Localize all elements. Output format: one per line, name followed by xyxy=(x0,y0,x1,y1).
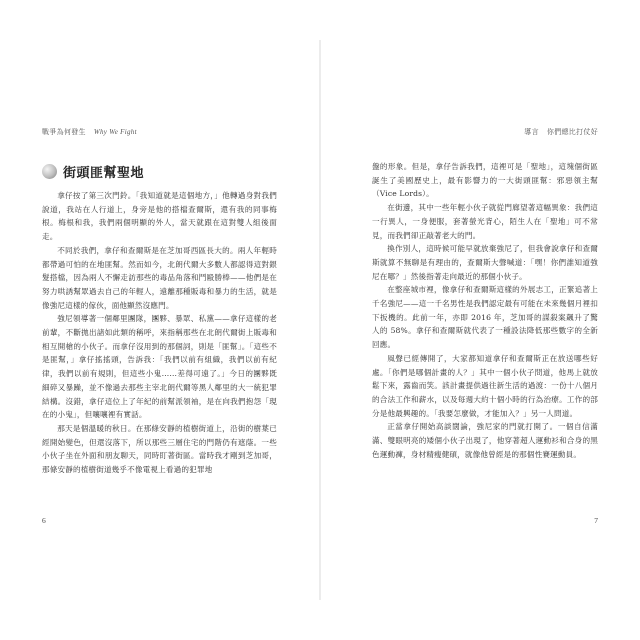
section-title: 街頭匪幫聖地 xyxy=(63,165,145,181)
paragraph: 換作別人，這時候可能早就放棄強尼了，但我會說拿仔和查爾斯就算不無聊是有理由的，查爾斯大聲喊道：「嘿！你們誰知道強尼在哪？」然後指著走向最近的那個小伙子。 xyxy=(372,244,598,281)
left-page-number: 6 xyxy=(42,516,46,525)
paragraph: 不同於我們，拿仔和查爾斯是在芝加哥西區長大的。兩人年輕時都帶過可怕的在地匪幫。然而如今，北朗代爾大多數人都認得這對銀髮搭檔，因為兩人不懈走訪那些的毒品角落和鬥毆勝棒——他們是在努力哄誘幫眾過去自己的年輕人，遠離那種販毒和暴力的生活，就是像強尼這樣的傢伙，面他顯然沒應門。 xyxy=(42,245,277,310)
paragraph: 在整座城市裡，像拿仔和查爾斯這樣的外展志工，正緊追著上千名強尼——這一千名男性是我們認定最有可能在未來幾個月裡扣下扳機的。此前一年，亦即 2016 年，芝加哥的謀殺案飆升了驚人的 58%。拿仔和查爾斯就代表了一種設法降低那些數字的全新回應。 xyxy=(372,285,598,350)
bullet-circle-icon xyxy=(42,164,57,179)
left-running-head xyxy=(42,127,137,137)
book-title: 戰爭為何發生 xyxy=(42,128,86,136)
paragraph: 盤的形象。但是，拿仔告訴我們，這裡可是「聖地」，這塊個街區誕生了美國歷史上，最有影響力的一大街頭匪幫：邪惡領主幫（Vice Lords）。 xyxy=(372,162,598,199)
paragraph: 強尼領導著一個鄰里團隊，團夥、暴眾、私黨——拿仔這樣的老前輩，不斷拋出諸如此類的稱呼，來指稱那些在北朗代爾街上販毒和相互開槍的小伙子。而拿仔沒用到的那個詞，則是「匪幫」。「這些不是匪幫，」拿仔搖搖頭，告訴我：「我們以前有組織，我們以前有紀律，我們以前有規則，但這些小鬼……差得可遠了。」今日的團夥既細碎又暴躁，並不像過去那些主宰北朗代爾等黑人鄰里的大一統犯罪結構。沒錯，拿仔這位上了年紀的前幫派領袖，是在向我們抱怨「現在的小鬼」，但嚷嚷裡有實話。 xyxy=(42,314,277,420)
right-page xyxy=(320,0,640,640)
paragraph: 拿仔按了第三次門鈴。「我知道就是這個地方，」他轉過身對我們說道，我站在人行道上，身旁是他的搭檔查爾斯，還有我的同事梅根。梅根和我，我們兩個明顯的外人，當天就跟在這對雙人組後面走。 xyxy=(42,191,277,242)
right-running-head xyxy=(524,127,598,137)
right-page-number: 7 xyxy=(594,516,598,525)
left-body-text xyxy=(42,189,277,477)
book-subtitle-english: Why We Fight xyxy=(93,128,137,136)
paragraph: 在街邊，其中一些年輕小伙子就從門廊望著這幅異象：我們這一行異人，一身便服，套著螢光背心，陌生人在「聖地」可不常見，而我們卻正敲著老大的門。 xyxy=(372,203,598,240)
paragraph: 那天是個溫暖的秋日。在那條安靜的植樹街道上，沿街的樹葉已經開始變色，但還沒落下，所以那些三層住宅的門階仍有遮蔭。一些小伙子坐在外面和朋友聊天，同時盯著街區。當時我才剛到芝加哥，那條安靜的植樹街道幾乎不像電視上看過的犯罪地 xyxy=(42,423,277,475)
paragraph: 風聲已經傳開了，大家都知道拿仔和查爾斯正在放送哪些好處。「你們是哪個計畫的人？」其中一個小伙子問道，他馬上就放鬆下來，露齒而笑。該計畫提供過往新生活的過渡：一份十八個月的合法工作和薪水，以及每週大約十個小時的行為治療。工作的部分是他最興趣的。「我要怎麼做，才能加入？」另一人問道。 xyxy=(372,353,598,418)
chapter-title: 導言 xyxy=(524,128,539,136)
chapter-subtitle: 你們總比打仗好 xyxy=(546,128,598,136)
right-body-text xyxy=(372,160,598,461)
section-heading xyxy=(42,160,272,182)
paragraph: 正當拿仔開始高談闊論，強尼家的門就打開了。一個自信滿滿、雙眼明亮的矮個小伙子出現了，他穿著超人運動衫和合身的黑色運動褲，身材精瘦健碩，就像他曾經是的那個性賽運動員。 xyxy=(372,422,598,459)
